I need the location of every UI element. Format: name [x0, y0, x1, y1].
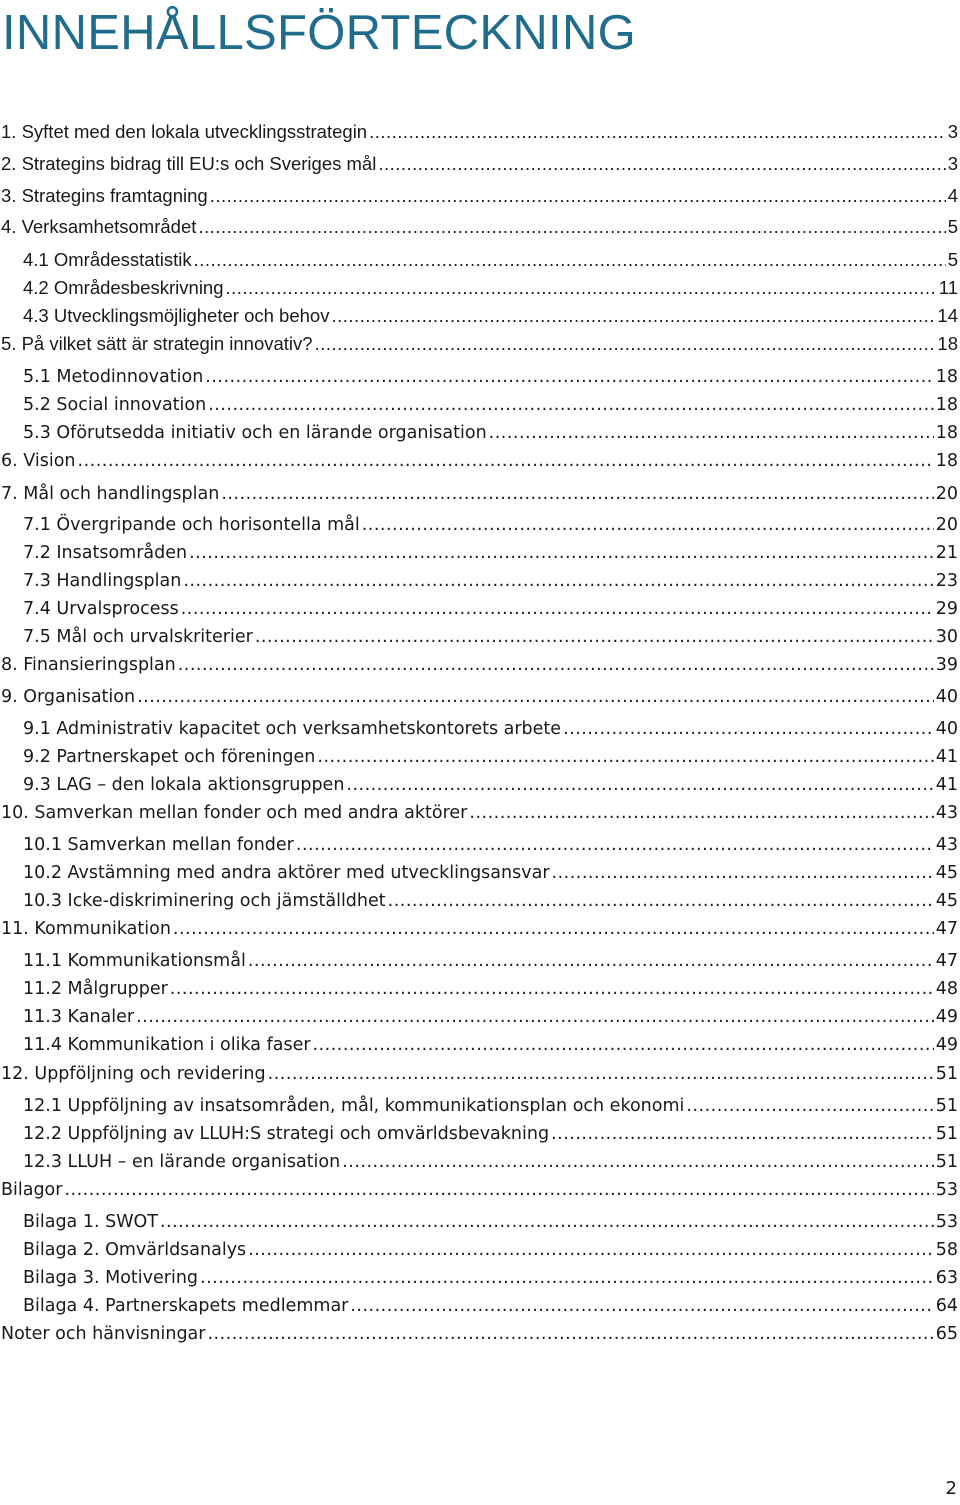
- toc-dot-leader: [248, 1237, 934, 1263]
- toc-page-number: 5: [947, 216, 958, 237]
- toc-page-number: 4: [947, 185, 958, 206]
- toc-dot-leader: [208, 392, 934, 418]
- toc-entry-text: Bilaga 2. Omvärldsanalys: [23, 1240, 247, 1260]
- toc-dot-leader: [346, 772, 933, 798]
- toc-entry[interactable]: [23, 832, 958, 858]
- toc-page-number: 3: [947, 153, 958, 174]
- toc-entry-text: 7.1 Övergripande och horisontella mål: [23, 515, 360, 535]
- toc-entry-text: 9.3 LAG – den lokala aktionsgruppen: [23, 775, 345, 795]
- toc-dot-leader: [551, 1121, 934, 1147]
- toc-dot-leader: [78, 448, 934, 474]
- toc-entry-text: 9.1 Administrativ kapacitet och verksamhetskontorets arbete: [23, 719, 562, 739]
- toc-page-number: 18: [935, 395, 958, 415]
- toc-page-number: 41: [935, 747, 958, 767]
- toc-dot-leader: [200, 1265, 934, 1291]
- toc-entry[interactable]: [1, 119, 958, 145]
- toc-page-number: 49: [935, 1007, 958, 1027]
- toc-dot-leader: [136, 1004, 934, 1030]
- toc-dot-leader: [362, 512, 934, 538]
- toc-entry[interactable]: [23, 1121, 958, 1147]
- toc-page-number: 51: [935, 1124, 958, 1144]
- toc-dot-leader: [369, 119, 946, 145]
- toc-page-number: 43: [935, 835, 958, 855]
- toc-page-number: 53: [935, 1212, 958, 1232]
- toc-entry-text: 10. Samverkan mellan fonder och med andra aktörer: [1, 803, 468, 823]
- toc-dot-leader: [226, 275, 937, 301]
- toc-page-number: 20: [935, 484, 958, 504]
- toc-page-number: 18: [937, 333, 958, 354]
- toc-dot-leader: [181, 596, 934, 622]
- toc-dot-leader: [137, 684, 934, 710]
- toc-page-number: 29: [935, 599, 958, 619]
- toc-dot-leader: [255, 624, 934, 650]
- toc-entry-text: 5.2 Social innovation: [23, 395, 207, 415]
- toc-dot-leader: [342, 1149, 934, 1175]
- toc-entry[interactable]: [23, 1149, 958, 1175]
- toc-entry-text: 9.2 Partnerskapet och föreningen: [23, 747, 316, 767]
- toc-dot-leader: [315, 331, 936, 357]
- toc-entry-text: 10.3 Icke-diskriminering och jämställdhet: [23, 891, 386, 911]
- toc-dot-leader: [160, 1209, 934, 1235]
- toc-dot-leader: [189, 540, 934, 566]
- toc-entry[interactable]: [23, 303, 958, 329]
- page-number: 2: [945, 1478, 957, 1499]
- toc-page-number: 43: [935, 803, 958, 823]
- toc-entry-text: 2. Strategins bidrag till EU:s och Sveriges mål: [1, 153, 377, 174]
- toc-entry[interactable]: [23, 624, 958, 650]
- toc-entry-text: Bilaga 3. Motivering: [23, 1268, 199, 1288]
- toc-page-number: 53: [935, 1180, 958, 1200]
- toc-page-number: 51: [935, 1096, 958, 1116]
- toc-entry[interactable]: [1, 183, 958, 209]
- toc-dot-leader: [563, 716, 934, 742]
- toc-entry[interactable]: [23, 392, 958, 418]
- toc-entry[interactable]: [23, 275, 958, 301]
- toc-entry-text: Noter och hänvisningar: [1, 1324, 206, 1344]
- toc-entry[interactable]: [23, 1209, 958, 1235]
- toc-page-number: 45: [935, 891, 958, 911]
- toc-page-number: 18: [935, 367, 958, 387]
- toc-entry-text: 11.1 Kommunikationsmål: [23, 951, 246, 971]
- toc-entry[interactable]: [23, 1237, 958, 1263]
- toc-entry[interactable]: [1, 481, 958, 507]
- toc-entry-text: 7.3 Handlingsplan: [23, 571, 182, 591]
- toc-entry[interactable]: [23, 1093, 958, 1119]
- toc-dot-leader: [331, 303, 935, 329]
- toc-entry[interactable]: [23, 364, 958, 390]
- toc-entry-text: 4.2 Områdesbeskrivning: [23, 277, 224, 298]
- toc-page-number: 5: [947, 249, 958, 270]
- toc-page-number: 30: [935, 627, 958, 647]
- toc-dot-leader: [207, 1321, 933, 1347]
- toc-entry-text: 8. Finansieringsplan: [1, 655, 176, 675]
- toc-entry[interactable]: [1, 1177, 958, 1203]
- toc-dot-leader: [183, 568, 933, 594]
- toc-dot-leader: [205, 364, 933, 390]
- toc-entry-text: 11.2 Målgrupper: [23, 979, 168, 999]
- toc-dot-leader: [388, 888, 934, 914]
- toc-dot-leader: [489, 420, 934, 446]
- toc-entry-text: 9. Organisation: [1, 687, 136, 707]
- toc-entry-text: 7.5 Mål och urvalskriterier: [23, 627, 253, 647]
- toc-entry-text: Bilagor: [1, 1180, 63, 1200]
- toc-entry-text: 5.1 Metodinnovation: [23, 367, 204, 387]
- toc-entry[interactable]: [1, 916, 958, 942]
- toc-dot-leader: [313, 1032, 934, 1058]
- toc-entry[interactable]: [1, 331, 958, 357]
- toc-dot-leader: [378, 151, 945, 177]
- toc-entry[interactable]: [23, 948, 958, 974]
- toc-entry[interactable]: [23, 540, 958, 566]
- page-title: INNEHÅLLSFÖRTECKNING: [2, 6, 637, 60]
- toc-entry[interactable]: [23, 596, 958, 622]
- toc-entry[interactable]: [1, 652, 958, 678]
- toc-entry-text: 12.3 LLUH – en lärande organisation: [23, 1152, 341, 1172]
- toc-entry-text: 11.4 Kommunikation i olika faser: [23, 1035, 311, 1055]
- toc-entry-text: 7. Mål och handlingsplan: [1, 484, 220, 504]
- toc-page-number: 21: [935, 543, 958, 563]
- toc-entry-text: 10.1 Samverkan mellan fonder: [23, 835, 294, 855]
- toc-page-number: 58: [935, 1240, 958, 1260]
- toc-entry-text: 11.3 Kanaler: [23, 1007, 135, 1027]
- toc-page-number: 20: [935, 515, 958, 535]
- toc-dot-leader: [296, 832, 934, 858]
- toc-entry-text: 4.3 Utvecklingsmöjligheter och behov: [23, 305, 330, 326]
- toc-dot-leader: [198, 214, 945, 240]
- toc-page-number: 11: [938, 277, 958, 298]
- toc-dot-leader: [64, 1177, 933, 1203]
- toc-entry[interactable]: [1, 151, 958, 177]
- toc-dot-leader: [178, 652, 934, 678]
- toc-dot-leader: [194, 247, 946, 273]
- toc-entry[interactable]: [23, 744, 958, 770]
- toc-entry[interactable]: [1, 214, 958, 240]
- toc-page-number: 18: [935, 423, 958, 443]
- toc-entry-text: 12.2 Uppföljning av LLUH:S strategi och omvärldsbevakning: [23, 1124, 550, 1144]
- toc-dot-leader: [221, 481, 933, 507]
- toc-dot-leader: [350, 1293, 933, 1319]
- toc-dot-leader: [469, 800, 933, 826]
- toc-entry-text: 11. Kommunikation: [1, 919, 171, 939]
- toc-dot-leader: [268, 1061, 934, 1087]
- toc-entry-text: 10.2 Avstämning med andra aktörer med utvecklingsansvar: [23, 863, 550, 883]
- toc-entry[interactable]: [1, 684, 958, 710]
- toc-entry[interactable]: [23, 1265, 958, 1291]
- toc-page-number: 64: [935, 1296, 958, 1316]
- toc-entry-text: 7.2 Insatsområden: [23, 543, 188, 563]
- toc-entry-text: 3. Strategins framtagning: [1, 185, 208, 206]
- toc-page-number: 41: [935, 775, 958, 795]
- toc-dot-leader: [173, 916, 934, 942]
- toc-dot-leader: [210, 183, 946, 209]
- toc-page-number: 63: [935, 1268, 958, 1288]
- toc-entry-text: 5. På vilket sätt är strategin innovativ?: [1, 333, 313, 354]
- toc-page-number: 39: [935, 655, 958, 675]
- toc-entry-text: 12.1 Uppföljning av insatsområden, mål, kommunikationsplan och ekonomi: [23, 1096, 685, 1116]
- toc-dot-leader: [686, 1093, 933, 1119]
- toc-page-number: 40: [935, 687, 958, 707]
- toc-page-number: 23: [935, 571, 958, 591]
- toc-page-number: 51: [935, 1064, 958, 1084]
- toc-entry-text: Bilaga 1. SWOT: [23, 1212, 158, 1232]
- toc-entry[interactable]: [23, 716, 958, 742]
- toc-entry[interactable]: [1, 1061, 958, 1087]
- toc-page-number: 45: [935, 863, 958, 883]
- toc-page-number: 18: [935, 451, 958, 471]
- toc-dot-leader: [170, 976, 934, 1002]
- toc-entry[interactable]: [23, 1032, 958, 1058]
- toc-page-number: 3: [947, 121, 958, 142]
- toc-entry-text: 12. Uppföljning och revidering: [1, 1064, 266, 1084]
- toc-dot-leader: [248, 948, 934, 974]
- toc-entry[interactable]: [23, 772, 958, 798]
- toc-entry-text: Bilaga 4. Partnerskapets medlemmar: [23, 1296, 349, 1316]
- toc-page-number: 65: [935, 1324, 958, 1344]
- toc-entry-text: 4.1 Områdesstatistik: [23, 249, 192, 270]
- toc-entry[interactable]: [1, 448, 958, 474]
- toc-entry-text: 6. Vision: [1, 451, 76, 471]
- toc-dot-leader: [552, 860, 934, 886]
- toc-page-number: 48: [935, 979, 958, 999]
- toc-page-number: 40: [935, 719, 958, 739]
- toc-page-number: 47: [935, 919, 958, 939]
- toc-entry[interactable]: [23, 512, 958, 538]
- toc-page-number: 47: [935, 951, 958, 971]
- toc-entry[interactable]: [23, 1293, 958, 1319]
- toc-page-number: 51: [935, 1152, 958, 1172]
- toc-entry-text: 4. Verksamhetsområdet: [1, 216, 197, 237]
- toc-page-number: 49: [935, 1035, 958, 1055]
- toc-entry-text: 7.4 Urvalsprocess: [23, 599, 179, 619]
- toc-entry[interactable]: [23, 420, 958, 446]
- toc-entry[interactable]: [23, 568, 958, 594]
- toc-entry[interactable]: [23, 860, 958, 886]
- toc-entry-text: 5.3 Oförutsedda initiativ och en lärande organisation: [23, 423, 487, 443]
- toc-entry-text: 1. Syftet med den lokala utvecklingsstrategin: [1, 121, 368, 142]
- toc-entry[interactable]: [23, 247, 958, 273]
- toc-entry[interactable]: [1, 1321, 958, 1347]
- toc-dot-leader: [317, 744, 933, 770]
- toc-entry[interactable]: [23, 888, 958, 914]
- toc-entry[interactable]: [23, 1004, 958, 1030]
- toc-entry[interactable]: [1, 800, 958, 826]
- toc-page-number: 14: [937, 305, 958, 326]
- toc-entry[interactable]: [23, 976, 958, 1002]
